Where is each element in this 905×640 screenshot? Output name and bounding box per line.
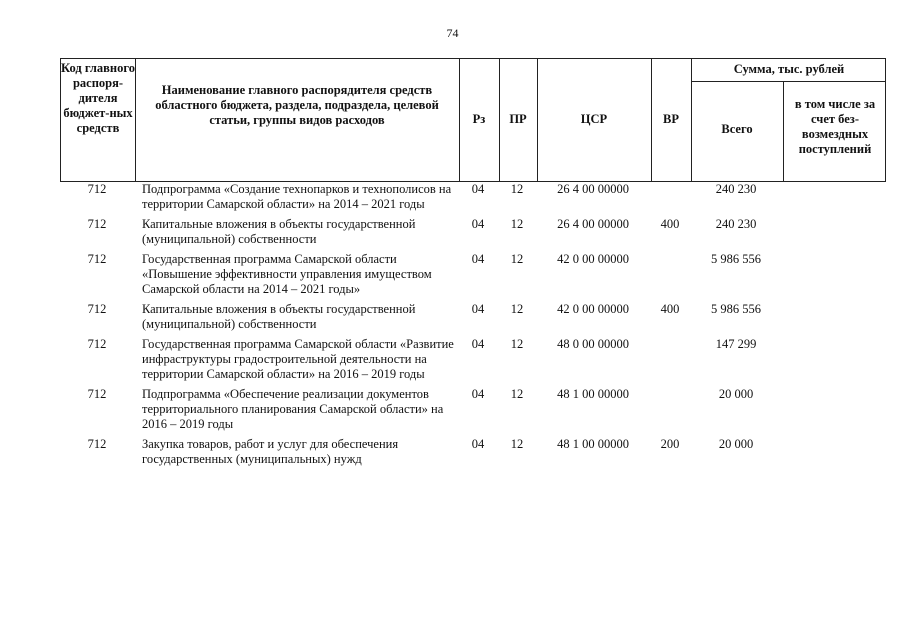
- cell-gratuitous: [782, 437, 886, 467]
- cell-gratuitous: [782, 387, 886, 432]
- table-row: [60, 252, 886, 297]
- cell-name: Капитальные вложения в объекты государственной (муниципальной) собственности: [142, 302, 416, 331]
- cell-vr: 400: [660, 302, 680, 316]
- cell-gratuitous: [782, 217, 886, 247]
- cell-gratuitous: [782, 182, 886, 212]
- cell-total: 5 986 556: [711, 302, 761, 316]
- cell-code: 712: [87, 217, 107, 231]
- cell-rz: 04: [471, 217, 485, 231]
- cell-rz: 04: [471, 337, 485, 351]
- table-row: [60, 217, 886, 247]
- column-divider: [691, 59, 692, 181]
- cell-code: 712: [87, 437, 107, 451]
- cell-rz: 04: [471, 437, 485, 451]
- cell-pr: 12: [510, 182, 524, 196]
- header-sum: Сумма, тыс. рублей: [733, 62, 845, 76]
- cell-code: 712: [87, 387, 107, 401]
- table-body: [60, 182, 886, 472]
- header-pr: ПР: [509, 112, 527, 126]
- cell-vr: 200: [660, 437, 680, 451]
- cell-gratuitous: [782, 252, 886, 297]
- cell-name: Государственная программа Самарской области «Повышение эффективности управления имуществом Самарской области на 2014 – 2021 годы»: [142, 252, 432, 296]
- cell-code: 712: [87, 182, 107, 196]
- cell-total: 147 299: [715, 337, 757, 351]
- cell-vr: [650, 387, 690, 432]
- cell-pr: 12: [510, 437, 524, 451]
- cell-vr: [650, 337, 690, 382]
- cell-name: Закупка товаров, работ и услуг для обеспечения государственных (муниципальных) нужд: [142, 437, 399, 466]
- cell-total: 240 230: [715, 217, 757, 231]
- cell-csr: 48 0 00 00000: [557, 337, 629, 351]
- cell-vr: [650, 252, 690, 297]
- cell-total: 240 230: [715, 182, 757, 196]
- cell-total: 20 000: [718, 387, 754, 401]
- page-number: 74: [446, 26, 459, 40]
- cell-vr: [650, 182, 690, 212]
- cell-csr: 42 0 00 00000: [557, 252, 629, 266]
- cell-rz: 04: [471, 182, 485, 196]
- cell-pr: 12: [510, 252, 524, 266]
- cell-csr: 42 0 00 00000: [557, 302, 629, 316]
- table-row: [60, 302, 886, 332]
- cell-pr: 12: [510, 337, 524, 351]
- header-gratuitous: в том числе за счет без-возмездных поступлений: [794, 97, 876, 156]
- cell-csr: 48 1 00 00000: [557, 387, 629, 401]
- header-name: Наименование главного распорядителя средств областного бюджета, раздела, подраздела, целевой статьи, группы видов расходов: [155, 83, 439, 127]
- column-divider: [135, 59, 136, 181]
- cell-name: Подпрограмма «Создание технопарков и технополисов на территории Самарской области» на 2014 – 2021 годы: [142, 182, 452, 211]
- cell-vr: 400: [660, 217, 680, 231]
- cell-rz: 04: [471, 252, 485, 266]
- table-row: [60, 337, 886, 382]
- cell-total: 5 986 556: [711, 252, 761, 266]
- cell-pr: 12: [510, 302, 524, 316]
- table-row: [60, 437, 886, 467]
- cell-csr: 26 4 00 00000: [557, 182, 629, 196]
- header-vr: ВР: [663, 112, 679, 126]
- table-row: [60, 182, 886, 212]
- cell-pr: 12: [510, 387, 524, 401]
- sum-header-divider: [691, 81, 885, 82]
- header-total: Всего: [721, 122, 753, 136]
- cell-rz: 04: [471, 387, 485, 401]
- header-code: Код главного распоря-дителя бюджет-ных средств: [61, 61, 135, 135]
- header-rz: Рз: [472, 112, 486, 126]
- cell-gratuitous: [782, 302, 886, 332]
- table-header: [60, 58, 886, 182]
- cell-name: Подпрограмма «Обеспечение реализации документов территориального планирования Самарской области» на 2016 – 2019 годы: [142, 387, 444, 431]
- cell-name: Капитальные вложения в объекты государственной (муниципальной) собственности: [142, 217, 416, 246]
- cell-total: 20 000: [718, 437, 754, 451]
- cell-name: Государственная программа Самарской области «Развитие инфраструктуры градостроительной деятельности на территории Самарской области» на 2016 – 2019 годы: [142, 337, 454, 381]
- cell-gratuitous: [782, 337, 886, 382]
- cell-code: 712: [87, 252, 107, 266]
- cell-rz: 04: [471, 302, 485, 316]
- cell-code: 712: [87, 337, 107, 351]
- cell-csr: 48 1 00 00000: [557, 437, 629, 451]
- header-csr: ЦСР: [580, 112, 608, 126]
- cell-code: 712: [87, 302, 107, 316]
- cell-pr: 12: [510, 217, 524, 231]
- table-row: [60, 387, 886, 432]
- cell-csr: 26 4 00 00000: [557, 217, 629, 231]
- column-divider: [783, 81, 784, 181]
